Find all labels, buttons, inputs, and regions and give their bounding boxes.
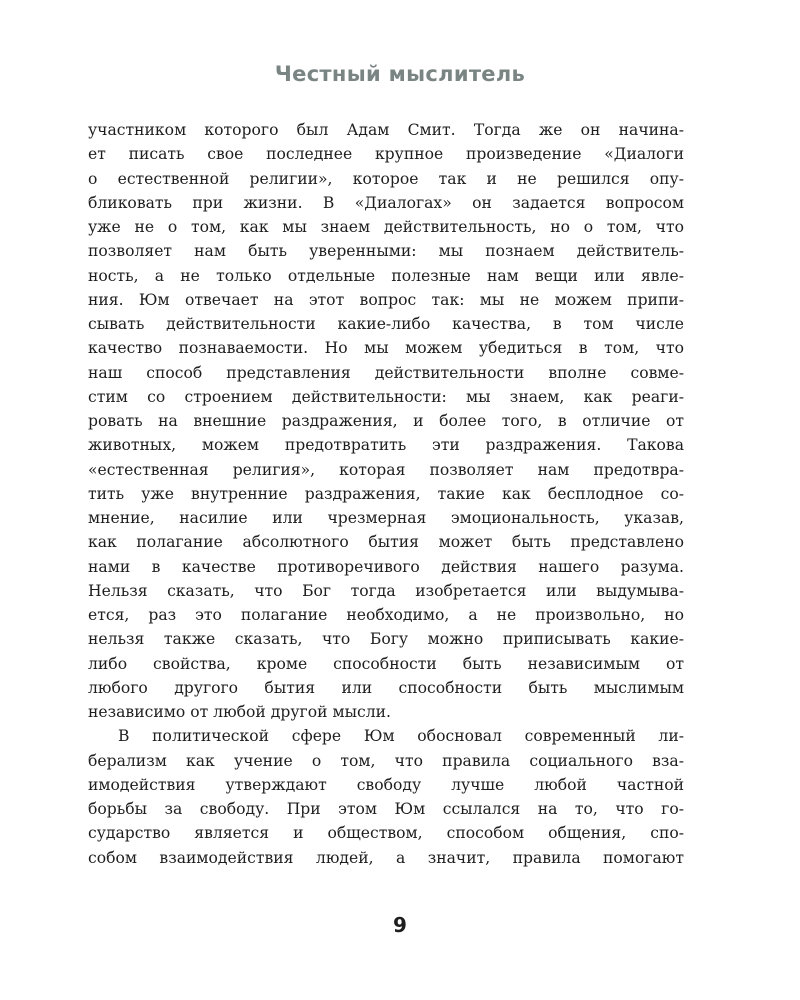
text-line: ния. Юм отвечает на этот вопрос так: мы не можем припи- — [88, 290, 684, 309]
text-line: бликовать при жизни. В «Диалогах» он задается вопросом — [88, 193, 684, 212]
paragraph-2 — [88, 724, 684, 870]
text-line: животных, можем предотвратить эти раздражения. Такова — [88, 436, 684, 455]
text-line: наш способ представления действительности вполне совме- — [88, 363, 684, 382]
text-line: берализм как учение о том, что правила социального вза- — [88, 751, 684, 770]
text-line: имодействия утверждают свободу лучше любой частной — [88, 775, 684, 794]
text-line: ет писать свое последнее крупное произведение «Диалоги — [88, 145, 684, 164]
text-line: борьбы за свободу. При этом Юм ссылался на то, что го- — [88, 800, 684, 818]
text-line: ется, раз это полагание необходимо, а не произвольно, но — [88, 606, 684, 624]
text-line: стим со строением действительности: мы знаем, как реаги- — [88, 387, 684, 406]
paragraph-1 — [88, 118, 684, 724]
text-line: Нельзя сказать, что Бог тогда изобретается или выдумыва- — [88, 581, 684, 600]
text-line: ность, а не только отдельные полезные нам вещи или явле- — [88, 266, 684, 285]
text-line: сывать действительности какие-либо качества, в том числе — [88, 315, 684, 333]
text-line: как полагание абсолютного бытия может быть представлено — [88, 533, 684, 552]
text-line: собом взаимодействия людей, а значит, правила помогают — [88, 848, 684, 867]
text-line: любого другого бытия или способности быть мыслимым — [88, 678, 684, 697]
text-line: тить уже внутренние раздражения, такие как бесплодное со- — [88, 484, 684, 503]
text-line: позволяет нам быть уверенными: мы познаем действитель- — [88, 242, 684, 261]
text-line: В политической сфере Юм обосновал современный ли- — [118, 727, 684, 746]
text-line: нами в качестве противоречивого действия нашего разума. — [88, 557, 684, 576]
text-line: ровать на внешние раздражения, и более того, в отличие от — [88, 412, 684, 430]
page-number: 9 — [393, 913, 407, 937]
text-line: мнение, насилие или чрезмерная эмоциональность, указав, — [88, 509, 684, 527]
text-line: участником которого был Адам Смит. Тогда же он начина- — [88, 121, 684, 139]
text-line: качество познаваемости. Но мы можем убедиться в том, что — [88, 339, 684, 358]
text-line: либо свойства, кроме способности быть независимым от — [88, 654, 684, 673]
body-text — [88, 118, 684, 870]
text-line: о естественной религии», которое так и не решился опу- — [88, 169, 684, 188]
running-head-title: Честный мыслитель — [274, 62, 526, 86]
text-line: «естественная религия», которая позволяет нам предотвра- — [88, 460, 684, 479]
text-line: независимо от любой другой мысли. — [88, 703, 391, 721]
text-line: нельзя также сказать, что Богу можно приписывать какие- — [88, 630, 684, 649]
text-line: уже не о том, как мы знаем действительность, но о том, что — [88, 218, 684, 236]
text-line: сударство является и обществом, способом общения, спо- — [88, 824, 684, 843]
